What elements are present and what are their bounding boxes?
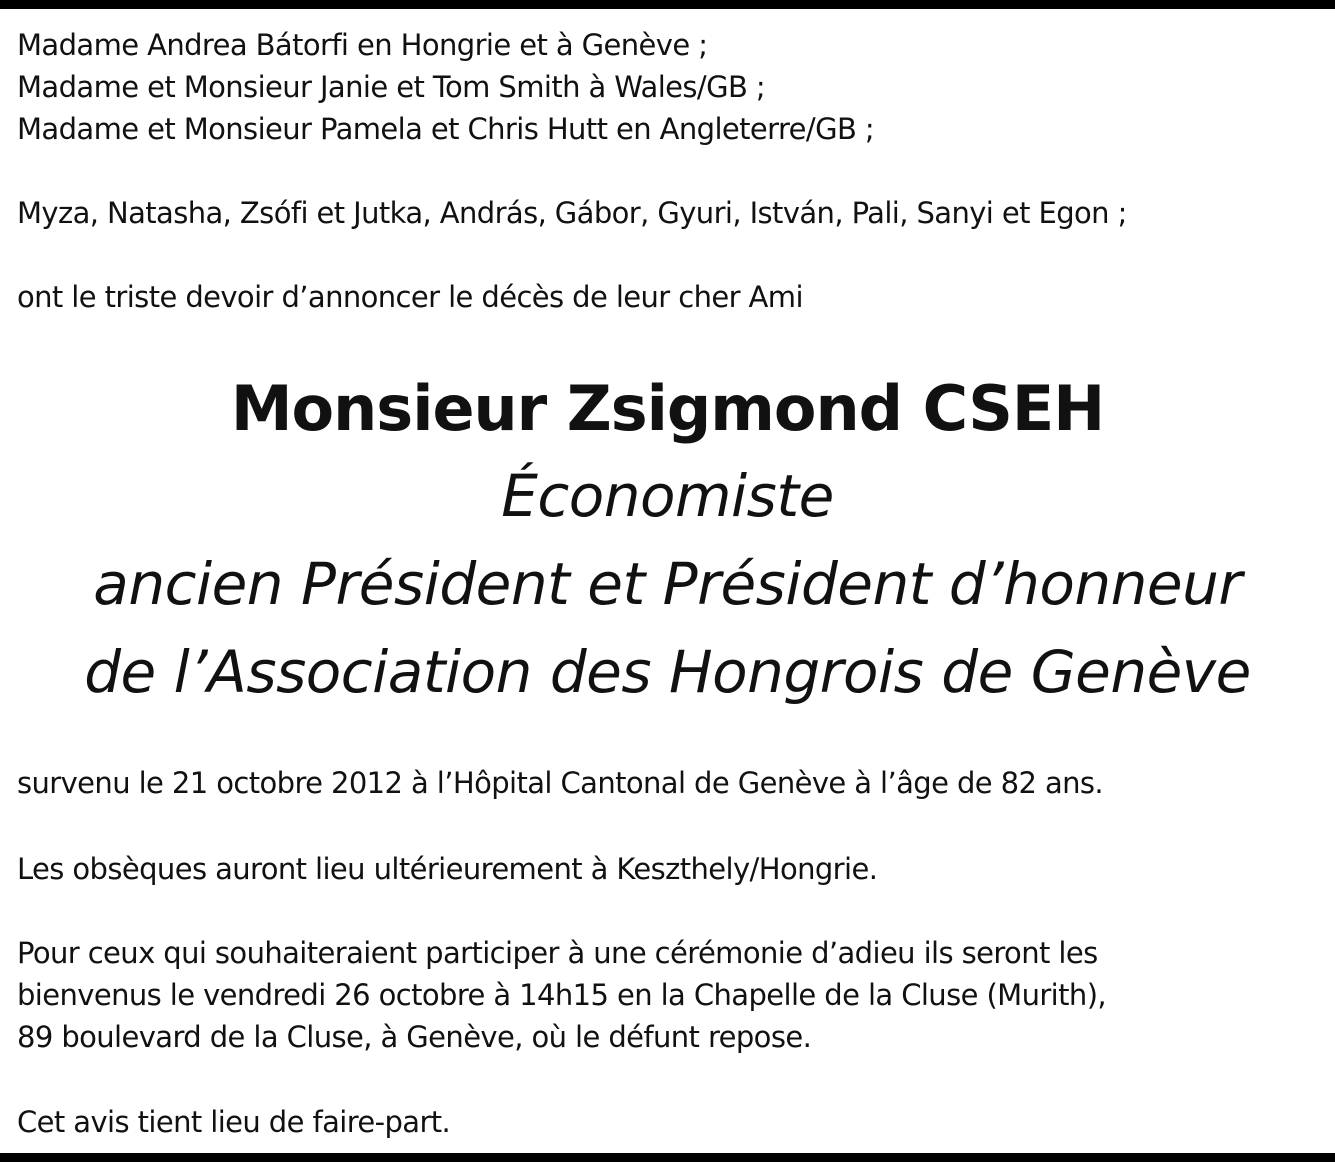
ceremony-line: bienvenus le vendredi 26 octobre à 14h15 en la Chapelle de la Cluse (Murith), [17,978,1107,1012]
ceremony-line: 89 boulevard de la Cluse, à Genève, où le défunt repose. [17,1020,812,1054]
ceremony-line: Pour ceux qui souhaiteraient participer à une cérémonie d’adieu ils seront les [17,936,1098,970]
funeral-info: Les obsèques auront lieu ultérieurement à Keszthely/Hongrie. [17,852,878,886]
deceased-title: Économiste [501,462,834,530]
announcement-text: ont le triste devoir d’annoncer le décès de leur cher Ami [17,280,803,314]
closing-note: Cet avis tient lieu de faire-part. [17,1105,451,1139]
family-line: Madame Andrea Bátorfi en Hongrie et à Genève ; [17,28,708,62]
bottom-border-rule [0,1153,1335,1162]
friends-list: Myza, Natasha, Zsófi et Jutka, András, Gábor, Gyuri, István, Pali, Sanyi et Egon ; [17,196,1127,230]
family-line: Madame et Monsieur Pamela et Chris Hutt en Angleterre/GB ; [17,112,875,146]
deceased-name: Monsieur Zsigmond CSEH [230,372,1105,445]
ceremony-info [17,932,1106,1058]
family-list [17,24,874,150]
deceased-title: de l’Association des Hongrois de Genève [84,638,1251,706]
deceased-title: ancien Président et Président d’honneur [93,550,1242,618]
death-details: survenu le 21 octobre 2012 à l’Hôpital Cantonal de Genève à l’âge de 82 ans. [17,766,1104,800]
top-border-rule [0,0,1335,9]
family-line: Madame et Monsieur Janie et Tom Smith à Wales/GB ; [17,70,766,104]
